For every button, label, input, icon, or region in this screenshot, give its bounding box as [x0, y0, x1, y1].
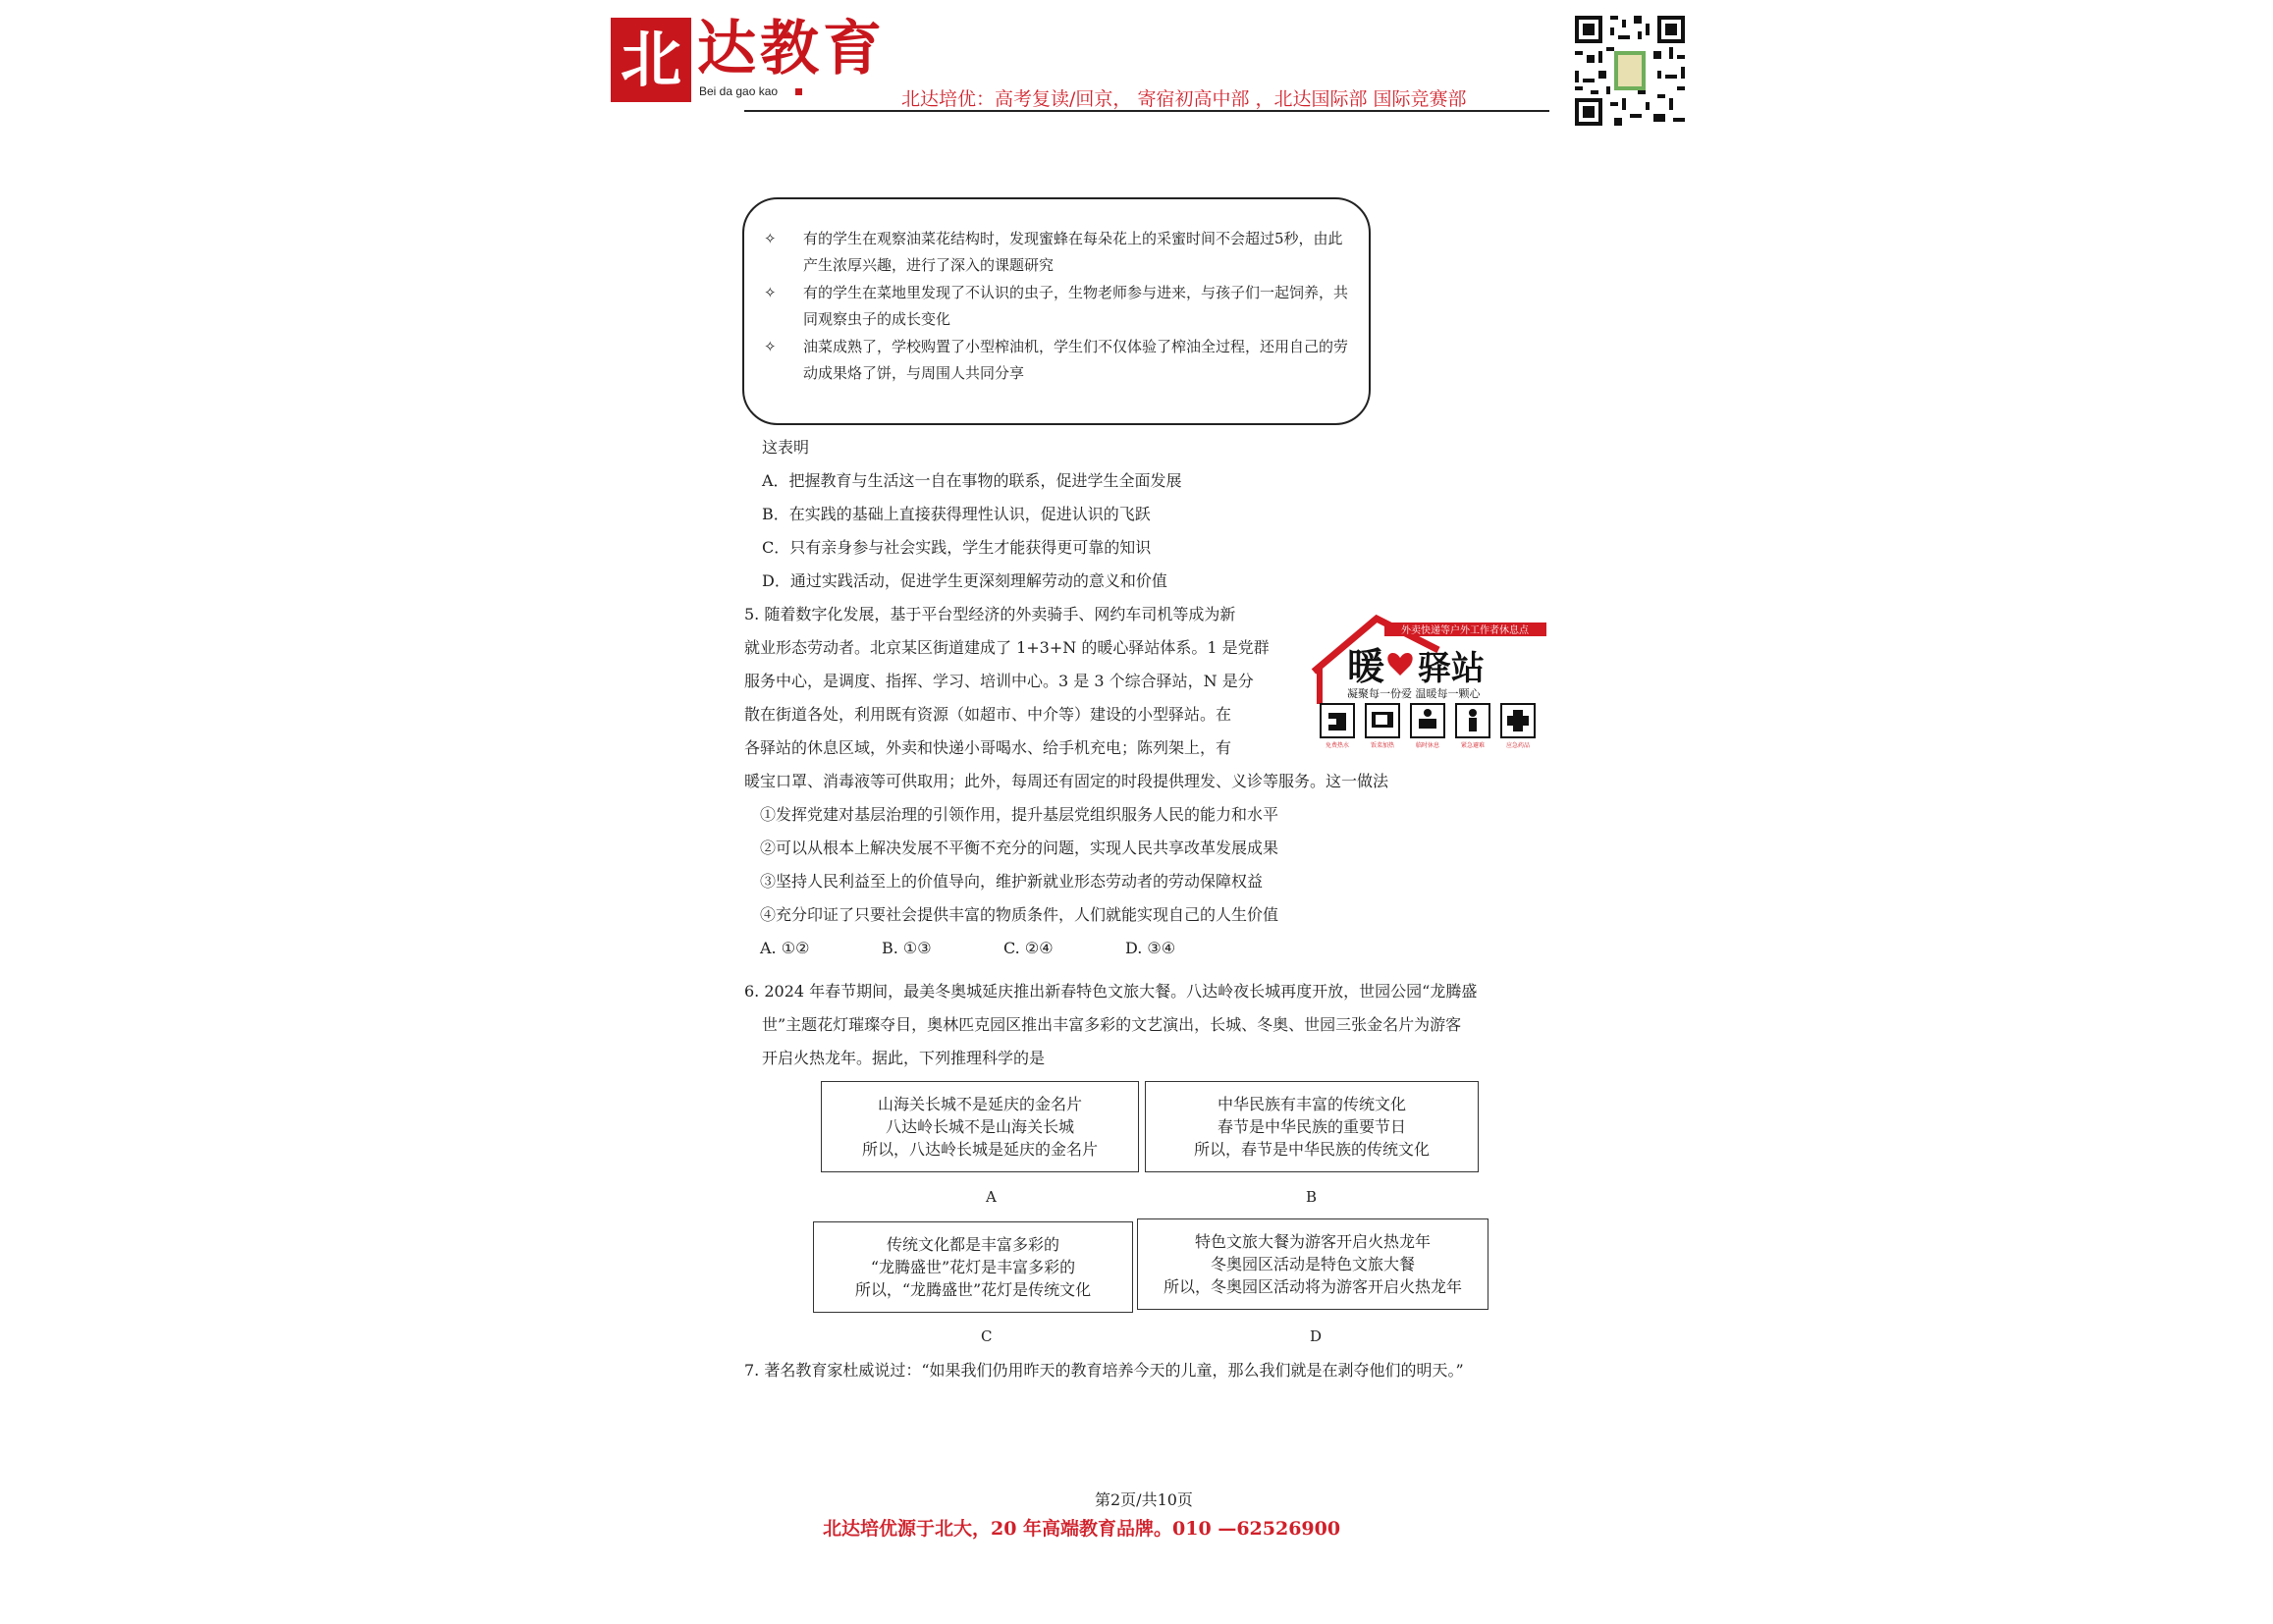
- q5-option-d: D. ③④: [1125, 939, 1176, 957]
- page-number: 第2页/共10页: [1095, 1490, 1193, 1509]
- q5-statement-2: ②可以从根本上解决发展不平衡不充分的问题，实现人民共享改革发展成果: [760, 839, 1279, 857]
- q4-option-c: C．只有亲身参与社会实践，学生才能获得更可靠的知识: [762, 538, 1152, 557]
- logo-text: 达教育: [697, 15, 886, 83]
- reasoning-line: 中华民族有丰富的传统文化: [1217, 1095, 1406, 1113]
- q5-line: 散在街道各处，利用既有资源（如超市、中介等）建设的小型驿站。在: [744, 705, 1232, 724]
- reasoning-line: 春节是中华民族的重要节日: [1217, 1117, 1406, 1136]
- box-label-d: D: [1310, 1327, 1323, 1345]
- qr-code-icon: [1575, 16, 1685, 126]
- reasoning-line: 山海关长城不是延庆的金名片: [877, 1095, 1082, 1113]
- warm-station-title: 暖: [1347, 644, 1385, 688]
- reasoning-box-b: [1145, 1081, 1479, 1172]
- icon-label: 饭菜加热: [1370, 742, 1395, 749]
- q5-option-b: B. ①③: [882, 939, 932, 957]
- reasoning-line: 所以，八达岭长城是延庆的金名片: [861, 1140, 1098, 1159]
- header-slogan: 北达培优：高考复读/回京， 寄宿初高中部 ，北达国际部 国际竞赛部: [901, 88, 1467, 110]
- box-label-c: C: [981, 1327, 993, 1345]
- q4-option-a: A．把握教育与生活这一自在事物的联系，促进学生全面发展: [762, 471, 1182, 490]
- reasoning-line: 所以，冬奥园区活动将为游客开启火热龙年: [1163, 1277, 1462, 1296]
- reasoning-box-a: [821, 1081, 1139, 1172]
- box-item: [764, 226, 1353, 279]
- box-item-text: 有的学生在观察油菜花结构时，发现蜜蜂在每朵花上的采蜜时间不会超过5秒，由此产生浓厚兴趣，进行了深入的课题研究: [803, 230, 1343, 274]
- heart-icon: [1387, 653, 1412, 676]
- q5-statement-4: ④充分印证了只要社会提供丰富的物质条件，人们就能实现自己的人生价值: [760, 905, 1279, 924]
- q6-line: 世”主题花灯璀璨夺目，奥林匹克园区推出丰富多彩的文艺演出，长城、冬奥、世园三张金名片为游客: [762, 1015, 1462, 1034]
- warm-station-image: [1306, 611, 1546, 758]
- footer-slogan: 北达培优源于北大，20 年高端教育品牌。010 —62526900: [823, 1518, 1341, 1540]
- q6-line: 开启火热龙年。据此，下列推理科学的是: [762, 1049, 1046, 1067]
- reasoning-line: “龙腾盛世”花灯是丰富多彩的: [870, 1258, 1076, 1276]
- q4-option-b: B．在实践的基础上直接获得理性认识，促进认识的飞跃: [762, 505, 1151, 523]
- q5-option-c: C. ②④: [1003, 939, 1054, 957]
- q4-stem: 这表明: [762, 438, 810, 457]
- box-item-marker: ✧: [764, 338, 777, 355]
- q4-option-d: D．通过实践活动，促进学生更深刻理解劳动的意义和价值: [762, 571, 1167, 590]
- box-item-text: 油菜成熟了，学校购置了小型榨油机，学生们不仅体验了榨油全过程，还用自己的劳动成果烙了饼，与周围人共同分享: [803, 338, 1349, 382]
- reasoning-line: 特色文旅大餐为游客开启火热龙年: [1194, 1232, 1431, 1251]
- box-item-marker: ✧: [764, 284, 777, 301]
- q5-line: 就业形态劳动者。北京某区街道建成了 1+3+N 的暖心驿站体系。1 是党群: [744, 638, 1270, 657]
- reasoning-line: 所以，春节是中华民族的传统文化: [1193, 1140, 1430, 1159]
- icon-label: 应急药品: [1505, 742, 1531, 749]
- activity-box: [742, 197, 1371, 425]
- reasoning-line: 所以，“龙腾盛世”花灯是传统文化: [854, 1280, 1092, 1299]
- q6-line: 6. 2024 年春节期间，最美冬奥城延庆推出新春特色文旅大餐。八达岭夜长城再度开放，世园公园“龙腾盛: [744, 982, 1478, 1001]
- box-item: [764, 334, 1353, 387]
- warm-station-slogan: 凝聚每一份爱 温暖每一颗心: [1347, 687, 1481, 700]
- warm-station-title-2: 驿站: [1418, 649, 1485, 688]
- warm-station-banner: 外卖快递等户外工作者休息点: [1401, 625, 1529, 636]
- box-label-b: B: [1306, 1188, 1318, 1206]
- q5-line: 暖宝口罩、消毒液等可供取用；此外，每周还有固定的时段提供理发、义诊等服务。这一做法: [744, 772, 1389, 790]
- icon-label: 免费热水: [1325, 742, 1350, 749]
- logo-char: 北: [620, 24, 681, 95]
- logo-dot: [795, 88, 802, 95]
- reasoning-line: 八达岭长城不是山海关长城: [885, 1117, 1074, 1136]
- box-item-marker: ✧: [764, 230, 777, 247]
- q7-line: 7. 著名教育家杜威说过：“如果我们仍用昨天的教育培养今天的儿童，那么我们就是在剥夺他们的明天。”: [744, 1361, 1464, 1380]
- logo-subtitle: Bei da gao kao: [699, 84, 779, 98]
- q5-line: 各驿站的休息区域，外卖和快递小哥喝水、给手机充电；陈列架上，有: [744, 738, 1232, 757]
- reasoning-box-d: [1137, 1218, 1488, 1310]
- icon-label: 紧急避难: [1460, 742, 1486, 749]
- q5-statement-3: ③坚持人民利益至上的价值导向，维护新就业形态劳动者的劳动保障权益: [760, 872, 1264, 891]
- header-divider: [744, 110, 1549, 112]
- q5-option-a: A. ①②: [760, 939, 810, 957]
- reasoning-line: 传统文化都是丰富多彩的: [886, 1235, 1059, 1254]
- q5-statement-1: ①发挥党建对基层治理的引领作用，提升基层党组织服务人民的能力和水平: [760, 805, 1279, 824]
- box-item: [764, 280, 1353, 333]
- reasoning-line: 冬奥园区活动是特色文旅大餐: [1210, 1255, 1415, 1273]
- q5-line: 服务中心，是调度、指挥、学习、培训中心。3 是 3 个综合驿站，N 是分: [744, 672, 1254, 690]
- logo-mark: [611, 18, 691, 102]
- box-label-a: A: [986, 1188, 997, 1206]
- icon-label: 临时休息: [1415, 742, 1440, 749]
- reasoning-box-c: [813, 1221, 1133, 1313]
- box-item-text: 有的学生在菜地里发现了不认识的虫子，生物老师参与进来，与孩子们一起饲养，共同观察虫子的成长变化: [803, 284, 1349, 328]
- q5-line: 5. 随着数字化发展，基于平台型经济的外卖骑手、网约车司机等成为新: [744, 605, 1236, 623]
